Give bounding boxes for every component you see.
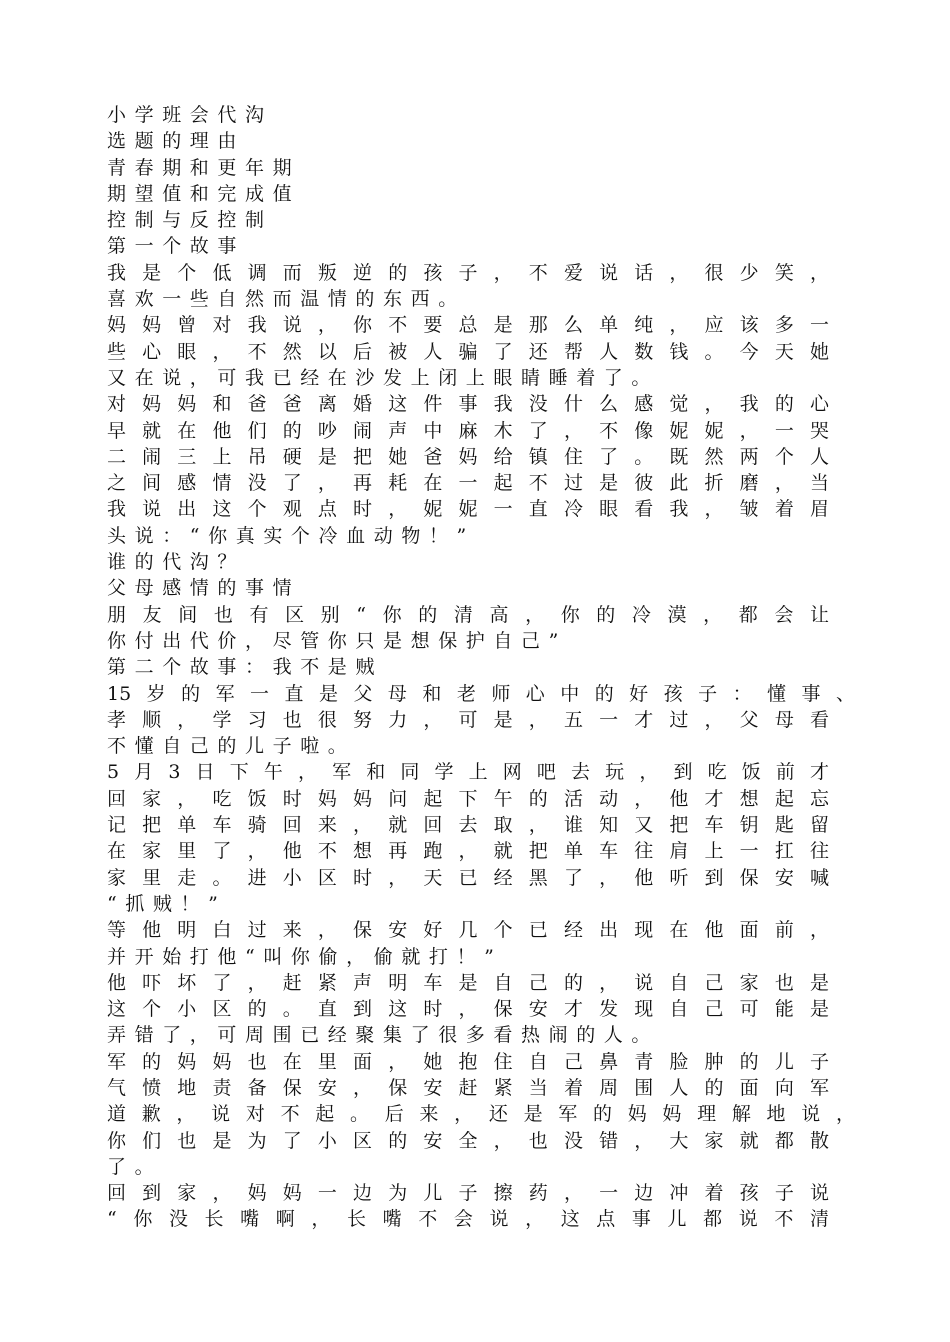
text-line: 家里走。进小区时，天已经黑了，他听到保安喊	[107, 866, 829, 889]
text-line: 小学班会代沟	[107, 104, 273, 126]
text-line: “你没长嘴啊，长嘴不会说，这点事儿都说不清	[107, 1208, 829, 1231]
text-line: 气愤地责备保安，保安赶紧当着周围人的面向军	[107, 1076, 829, 1099]
text-line: 回到家，妈妈一边为儿子擦药，一边冲着孩子说	[107, 1182, 829, 1205]
text-line: 期望值和完成值	[107, 182, 301, 205]
text-line: 头说：“你真实个冷血动物！”	[107, 524, 475, 547]
text-line: 等他明白过来，保安好几个已经出现在他面前，	[107, 919, 829, 942]
text-line: 二闹三上吊硬是把她爸妈给镇住了。既然两个人	[107, 445, 829, 468]
text-line: 选题的理由	[107, 130, 246, 153]
text-line: 我说出这个观点时，妮妮一直冷眼看我，皱着眉	[107, 498, 829, 521]
text-line: 又在说，可我已经在沙发上闭上眼睛睡着了。	[107, 366, 660, 389]
text-line: 记把单车骑回来，就回去取，谁知又把车钥匙留	[107, 814, 829, 837]
text-line: 5月3日下午，军和同学上网吧去玩，到吃饭前才	[107, 761, 829, 784]
text-line: 你付出代价，尽管你只是想保护自己”	[107, 629, 567, 652]
text-line: 喜欢一些自然而温情的东西。	[107, 288, 466, 311]
text-line: 这个小区的。直到这时，保安才发现自己可能是	[107, 998, 829, 1021]
text-line: 军的妈妈也在里面，她抱住自己鼻青脸肿的儿子	[107, 1050, 829, 1073]
text-line: 道歉，说对不起。后来，还是军的妈妈理解地说，	[107, 1103, 855, 1126]
text-line: 孝顺，学习也很努力，可是，五一才过，父母看	[107, 708, 829, 731]
text-line: 15岁的军一直是父母和老师心中的好孩子：懂事、	[107, 682, 855, 705]
text-line: 不懂自己的儿子啦。	[107, 735, 356, 758]
text-line: 他吓坏了，赶紧声明车是自己的，说自己家也是	[107, 971, 829, 994]
text-line: 之间感情没了，再耗在一起不过是彼此折磨，当	[107, 472, 829, 495]
text-line: 青春期和更年期	[107, 156, 301, 179]
text-line: 对妈妈和爸爸离婚这件事我没什么感觉，我的心	[107, 393, 829, 416]
text-line: “抓贼！”	[107, 892, 227, 915]
text-line: 并开始打他“叫你偷，偷就打！”	[107, 945, 503, 968]
text-line: 了。	[107, 1155, 163, 1178]
text-line: 些心眼，不然以后被人骗了还帮人数钱。今天她	[107, 340, 829, 363]
text-line: 弄错了，可周围已经聚集了很多看热闹的人。	[107, 1024, 660, 1047]
text-line: 早就在他们的吵闹声中麻木了，不像妮妮，一哭	[107, 419, 829, 442]
text-line: 第一个故事	[107, 235, 246, 258]
text-line: 妈妈曾对我说，你不要总是那么单纯，应该多一	[107, 314, 829, 337]
text-line: 你们也是为了小区的安全，也没错，大家就都散	[107, 1129, 829, 1152]
text-line: 控制与反控制	[107, 209, 273, 232]
text-line: 在家里了，他不想再跑，就把单车往肩上一扛往	[107, 840, 829, 863]
text-line: 朋友间也有区别“你的清高，你的冷漠，都会让	[107, 603, 829, 626]
text-line: 父母感情的事情	[107, 577, 301, 600]
document-body	[107, 102, 857, 1233]
text-line: 谁的代沟？	[107, 551, 246, 574]
text-line: 回家，吃饭时妈妈问起下午的活动，他才想起忘	[107, 787, 829, 810]
text-line: 我是个低调而叛逆的孩子，不爱说话，很少笑，	[107, 261, 829, 284]
text-line: 第二个故事：我不是贼	[107, 656, 384, 679]
